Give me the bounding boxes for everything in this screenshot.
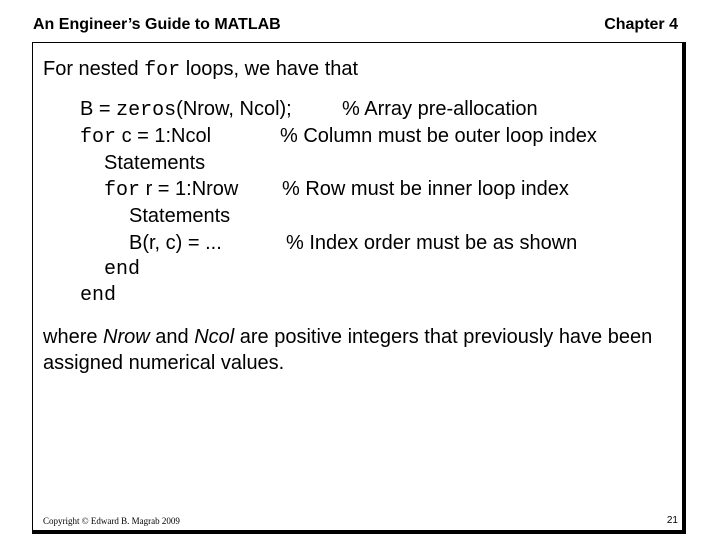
code-comment-1: % Array pre-allocation	[342, 98, 538, 120]
code-line-6: B(r, c) = ...	[129, 232, 222, 254]
code-line-2-rest: c = 1:Ncol	[116, 125, 212, 147]
footer-page-number: 21	[666, 515, 678, 526]
header-title: An Engineer’s Guide to MATLAB	[33, 16, 281, 33]
code-line-5: Statements	[129, 205, 231, 227]
code-line-4-rest: r = 1:Nrow	[140, 178, 239, 200]
code-line-3: Statements	[104, 152, 206, 174]
intro-before: For nested	[43, 58, 145, 80]
code-line-7: end	[104, 258, 141, 281]
closing-paragraph	[43, 324, 683, 376]
intro-line	[43, 58, 358, 82]
code-comment-6: % Index order must be as shown	[286, 232, 578, 254]
code-line-1-post: (Nrow, Ncol);	[176, 98, 292, 120]
closing-text-3: are positive integers that previously have been assigned numerical values.	[43, 326, 653, 374]
closing-text-1: where	[43, 326, 104, 348]
intro-keyword: for	[144, 59, 181, 82]
code-line-1	[80, 98, 292, 122]
closing-ncol: Ncol	[194, 326, 235, 348]
code-line-4-kw: for	[104, 179, 141, 202]
closing-nrow: Nrow	[103, 326, 150, 348]
code-line-1-fn: zeros	[116, 99, 177, 122]
code-line-2	[80, 125, 211, 149]
closing-text-2: and	[149, 326, 195, 348]
code-line-2-kw: for	[80, 126, 117, 149]
code-comment-4: % Row must be inner loop index	[282, 178, 569, 200]
code-line-1-pre: B =	[80, 98, 117, 120]
header-chapter: Chapter 4	[604, 16, 678, 33]
code-comment-2: % Column must be outer loop index	[280, 125, 597, 147]
code-line-4	[104, 178, 238, 202]
intro-after: loops, we have that	[180, 58, 359, 80]
code-line-8: end	[80, 284, 117, 307]
footer-copyright: Copyright © Edward B. Magrab 2009	[43, 516, 180, 526]
